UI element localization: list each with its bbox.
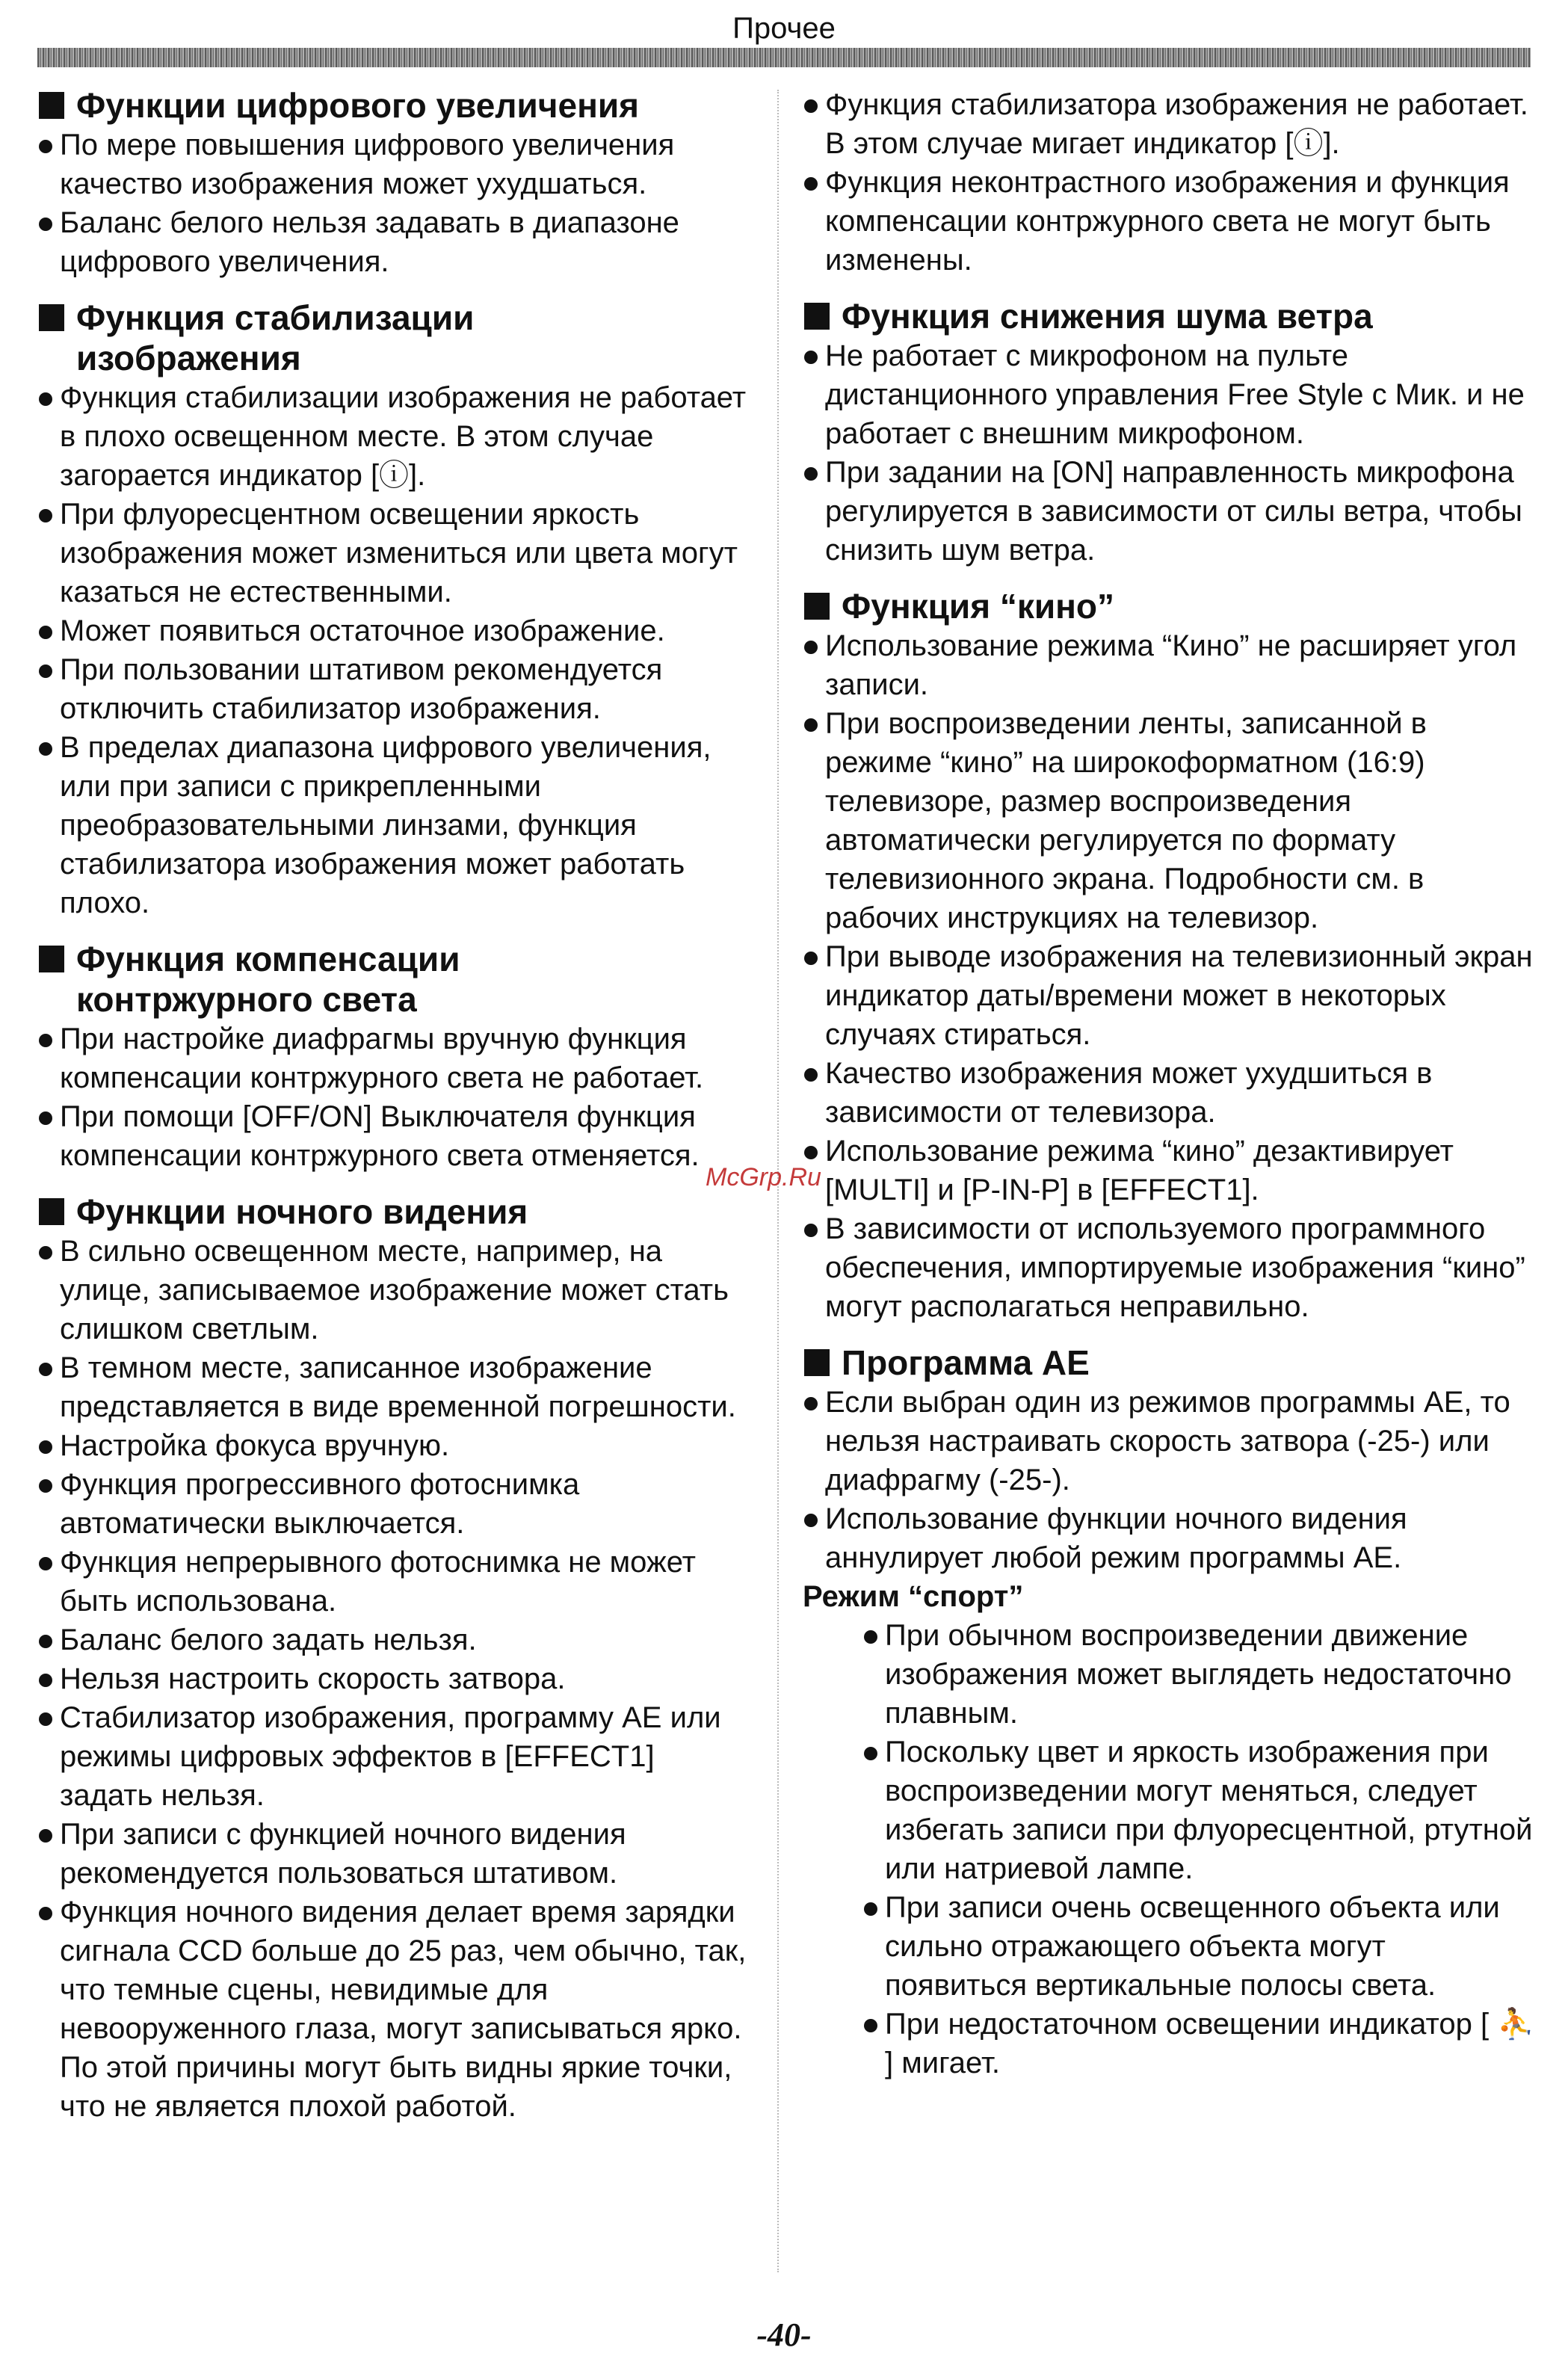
list-item: Нельзя настроить скорость затвора. <box>37 1659 755 1698</box>
sport-mode-subheading: Режим “спорт” <box>803 1580 1024 1613</box>
section-program-ae <box>803 1342 1535 1577</box>
section-title: Функция “кино” <box>842 587 1115 626</box>
header-rule <box>37 48 1531 67</box>
list-item: В темном месте, записанное изображение представляется в виде временной погрешности. <box>37 1348 755 1426</box>
section-title: Функция компенсации контржурного света <box>76 940 460 1019</box>
list-item: Функция прогрессивного фотоснимка автоматически выключается. <box>37 1465 755 1543</box>
section-heading <box>803 586 1535 626</box>
list-item: Функция стабилизации изображения не работает в плохо освещенном месте. В этом случае загорается индикатор [ⓘ]. <box>37 378 755 495</box>
list-item: В сильно освещенном месте, например, на улице, записываемое изображение может стать слишком светлым. <box>37 1232 755 1348</box>
list-item: Качество изображения может ухудшиться в зависимости от телевизора. <box>803 1054 1535 1132</box>
section-title: Функции цифрового увеличения <box>76 86 640 125</box>
section-title: Функция снижения шума ветра <box>842 297 1373 336</box>
section-title: Программа AE <box>842 1343 1090 1382</box>
section-square-icon <box>804 303 830 330</box>
list-item: Не работает с микрофоном на пульте дистанционного управления Free Style с Мик. и не работает с внешним микрофоном. <box>803 336 1535 453</box>
list-item: Использование режима “Кино” не расширяет угол записи. <box>803 626 1535 704</box>
section-square-icon <box>39 304 64 331</box>
page-number: -40- <box>756 2316 812 2353</box>
list-item: При записи с функцией ночного видения рекомендуется пользоваться штативом. <box>37 1815 755 1893</box>
list-item: При настройке диафрагмы вручную функция компенсации контржурного света не работает. <box>37 1020 755 1097</box>
list-item: Настройка фокуса вручную. <box>37 1426 755 1465</box>
section-cinema <box>803 586 1535 1326</box>
list-item: По мере повышения цифрового увеличения качество изображения может ухудшаться. <box>37 126 755 203</box>
list-item: При пользовании штативом рекомендуется отключить стабилизатор изображения. <box>37 650 755 728</box>
list-item: Баланс белого нельзя задавать в диапазоне цифрового увеличения. <box>37 203 755 281</box>
section-square-icon <box>804 1349 830 1376</box>
section-night-view <box>37 1191 755 2126</box>
section-digital-zoom <box>37 85 755 281</box>
list-item: При обычном воспроизведении движение изображения может выглядеть недостаточно плавным. <box>862 1616 1535 1733</box>
section-square-icon <box>39 92 64 119</box>
list-item: При недостаточном освещении индикатор [ ⛹ ] мигает. <box>862 2005 1535 2082</box>
section-heading <box>803 1342 1535 1383</box>
list-item: Функция ночного видения делает время зарядки сигнала CCD больше до 25 раз, чем обычно, так, что темные сцены, невидимые для невооруженного глаза, могут записываться ярко. По этой причины могут быть видны яркие точки, что не является плохой работой. <box>37 1893 755 2126</box>
list-item: Функция стабилизатора изображения не работает. В этом случае мигает индикатор [ⓘ]. <box>803 85 1535 163</box>
list-item: В пределах диапазона цифрового увеличения, или при записи с прикрепленными преобразовательными линзами, функция стабилизатора изображения может работать плохо. <box>37 728 755 922</box>
list-item: Использование режима “кино” дезактивирует [MULTI] и [P-IN-P] в [EFFECT1]. <box>803 1132 1535 1209</box>
section-heading <box>37 1191 755 1232</box>
section-heading <box>37 85 755 126</box>
section-title: Функции ночного видения <box>76 1192 528 1231</box>
list-item: При воспроизведении ленты, записанной в режиме “кино” на широкоформатном (16:9) телевизоре, размер воспроизведения автоматически регулируется по формату телевизионного экрана. Подробности см. в рабочих инструкциях на телевизор. <box>803 704 1535 937</box>
section-image-stabilizer <box>37 297 755 922</box>
section-backlight-compensation <box>37 939 755 1175</box>
section-heading <box>37 297 755 378</box>
section-heading <box>37 939 755 1020</box>
list-item: При помощи [OFF/ON] Выключателя функция компенсации контржурного света отменяется. <box>37 1097 755 1175</box>
continued-items <box>803 85 1535 280</box>
section-heading <box>803 296 1535 336</box>
list-item: При задании на [ON] направленность микрофона регулируется в зависимости от силы ветра, чтобы снизить шум ветра. <box>803 453 1535 570</box>
watermark: McGrp.Ru <box>706 1163 821 1191</box>
list-item: Функция непрерывного фотоснимка не может быть использована. <box>37 1543 755 1621</box>
section-title: Функция стабилизации изображения <box>76 298 475 377</box>
list-item: В зависимости от используемого программного обеспечения, импортируемые изображения “кино” могут располагаться неправильно. <box>803 1209 1535 1326</box>
section-wind-noise <box>803 296 1535 570</box>
page-header-title: Прочее <box>732 12 836 45</box>
list-item: Поскольку цвет и яркость изображения при воспроизведении могут меняться, следует избегать записи при флуоресцентной, ртутной или натриевой лампе. <box>862 1733 1535 1888</box>
section-square-icon <box>39 1198 64 1225</box>
list-item: Использование функции ночного видения аннулирует любой режим программы AE. <box>803 1499 1535 1577</box>
list-item: Баланс белого задать нельзя. <box>37 1621 755 1659</box>
list-item: При выводе изображения на телевизионный экран индикатор даты/времени может в некоторых случаях стираться. <box>803 937 1535 1054</box>
list-item: При флуоресцентном освещении яркость изображения может измениться или цвета могут казаться не естественными. <box>37 495 755 611</box>
right-column <box>803 85 1535 2082</box>
list-item: Функция неконтрастного изображения и функция компенсации контржурного света не могут быть изменены. <box>803 163 1535 280</box>
list-item: Может появиться остаточное изображение. <box>37 611 755 650</box>
left-column <box>37 85 755 2126</box>
list-item: Стабилизатор изображения, программу AE или режимы цифровых эффектов в [EFFECT1] задать нельзя. <box>37 1698 755 1815</box>
section-square-icon <box>39 946 64 972</box>
list-item: Если выбран один из режимов программы AE, то нельзя настраивать скорость затвора (-25-) или диафрагму (-25-). <box>803 1383 1535 1499</box>
section-square-icon <box>804 593 830 620</box>
list-item: При записи очень освещенного объекта или сильно отражающего объекта могут появиться вертикальные полосы света. <box>862 1888 1535 2005</box>
